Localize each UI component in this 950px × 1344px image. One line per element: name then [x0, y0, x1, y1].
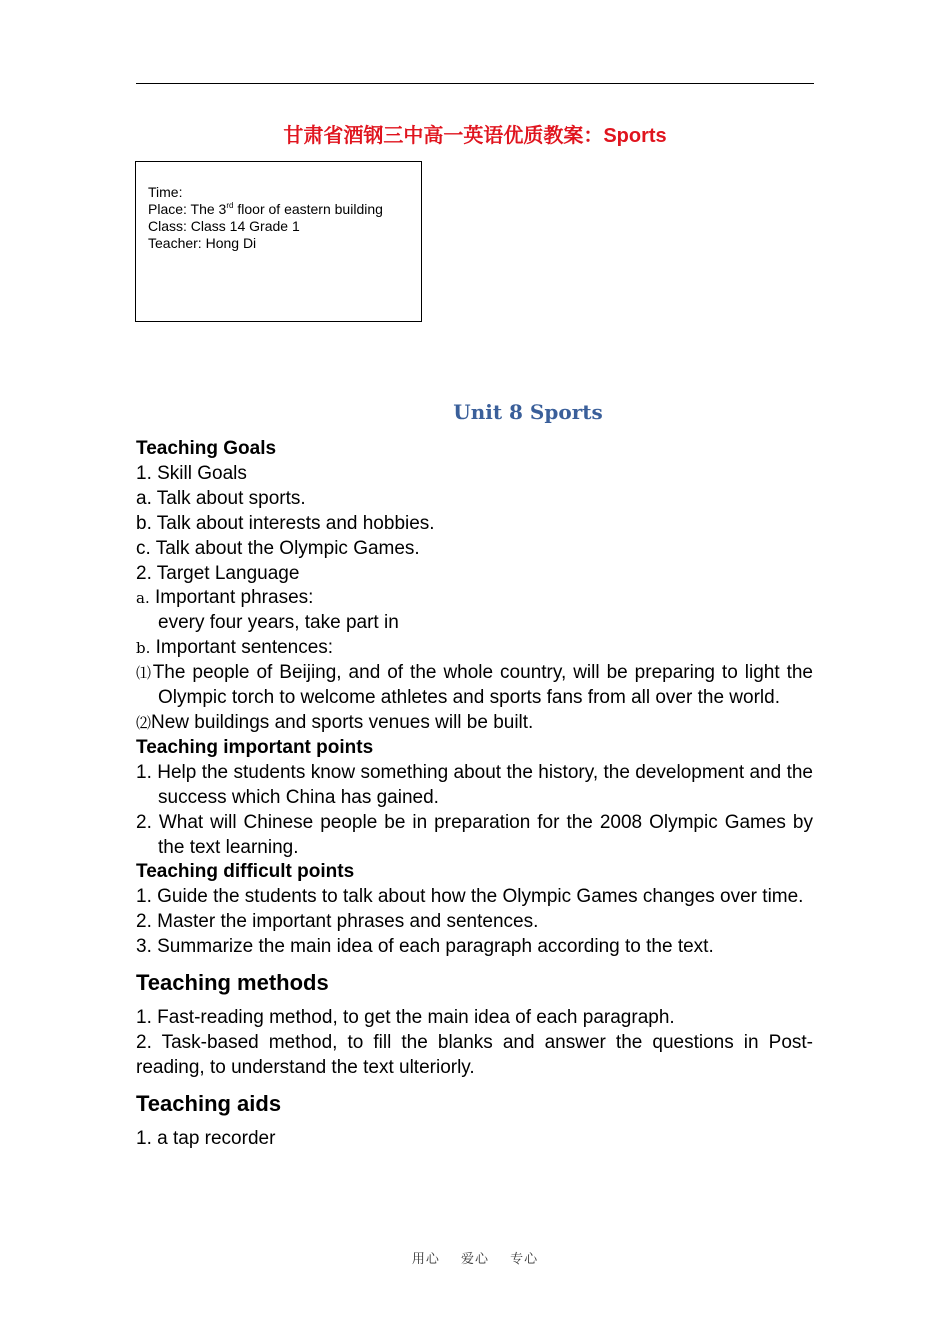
important-points-heading: Teaching important points: [136, 736, 374, 758]
aid-1: 1. a tap recorder: [136, 1127, 276, 1149]
methods-heading: Teaching methods: [136, 970, 329, 996]
aids-heading: Teaching aids: [136, 1090, 282, 1116]
teaching-goals-heading: Teaching Goals: [136, 438, 277, 459]
method-1: 1. Fast-reading method, to get the main idea of each paragraph.: [136, 1007, 675, 1029]
skill-goal-a: a. Talk about sports.: [136, 487, 306, 509]
info-time: Time:: [148, 184, 183, 200]
sentences-label-text: Important sentences:: [150, 637, 334, 659]
sentence-2-marker: ⑵: [136, 713, 152, 732]
important-sentences-label: [136, 636, 813, 661]
info-place-suffix: floor of eastern building: [233, 201, 383, 217]
page-footer: [0, 1248, 950, 1267]
phrases-marker: a.: [136, 589, 150, 608]
target-language: 2. Target Language: [136, 562, 300, 584]
lesson-plan-body: [136, 437, 813, 1152]
sentences-marker: b.: [136, 639, 151, 658]
phrases-label-text: Important phrases:: [149, 587, 314, 609]
footer-part-3: 专心: [510, 1252, 539, 1267]
skill-goal-c: c. Talk about the Olympic Games.: [136, 537, 420, 559]
info-teacher: Teacher: Hong Di: [148, 235, 257, 251]
info-class: Class: Class 14 Grade 1: [148, 218, 300, 234]
info-place-prefix: Place: The 3: [148, 201, 227, 217]
footer-part-1: 用心: [411, 1252, 440, 1267]
important-phrases-label: [136, 586, 813, 611]
difficult-point-1: 1. Guide the students to talk about how the Olympic Games changes over time.: [136, 886, 804, 908]
lesson-info-box: [135, 161, 422, 322]
info-place: [148, 201, 421, 218]
sentence-1: [136, 661, 813, 711]
sentence-1-text: The people of Beijing, and of the whole country, will be preparing to light the Olympic torch to welcome athletes and sports fans from all over the world.: [152, 662, 813, 709]
sentence-1-marker: ⑴: [136, 664, 153, 683]
important-point-2: 2. What will Chinese people be in preparation for the 2008 Olympic Games by the text learning.: [136, 811, 813, 858]
difficult-point-2: 2. Master the important phrases and sentences.: [136, 911, 539, 933]
info-place-sup: rd: [226, 201, 234, 210]
unit-title: Unit 8 Sports: [453, 400, 603, 424]
method-2: 2. Task-based method, to fill the blanks and answer the questions in Post-reading, to understand the text ulteriorly.: [136, 1031, 813, 1078]
sentence-2: [136, 711, 813, 736]
skill-goals: 1. Skill Goals: [136, 462, 247, 484]
document-title: 甘肃省酒钢三中高一英语优质教案：Sports: [283, 125, 667, 147]
footer-part-2: 爱心: [460, 1252, 489, 1267]
header-rule: [136, 83, 814, 84]
important-phrases: every four years, take part in: [158, 612, 399, 634]
important-point-1: 1. Help the students know something about the history, the development and the success which China has gained.: [136, 761, 813, 808]
sentence-2-text: New buildings and sports venues will be built.: [151, 711, 534, 733]
difficult-point-3: 3. Summarize the main idea of each paragraph according to the text.: [136, 936, 714, 958]
difficult-points-heading: Teaching difficult points: [136, 861, 355, 883]
skill-goal-b: b. Talk about interests and hobbies.: [136, 512, 435, 534]
